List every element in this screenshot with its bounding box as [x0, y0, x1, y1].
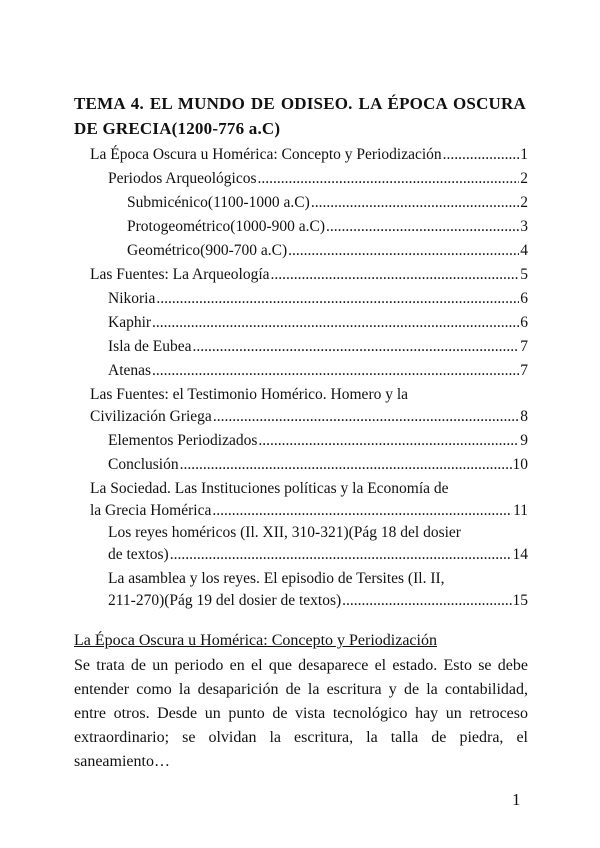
toc-entry-label: Las Fuentes: el Testimonio Homérico. Homero y la: [90, 386, 409, 403]
toc-entry[interactable]: [127, 192, 528, 214]
toc-page-number: 7: [520, 362, 528, 379]
toc-entry-label: La asamblea y los reyes. El episodio de Tersites (Il. II,: [108, 570, 445, 587]
toc-page-number: 4: [520, 242, 528, 259]
toc-entry[interactable]: [108, 568, 528, 612]
toc-entry-label: Elementos Periodizados: [108, 432, 258, 449]
toc-leader: [152, 360, 519, 382]
toc-entry[interactable]: [108, 312, 528, 334]
toc-entry[interactable]: [108, 454, 528, 476]
toc-entry-label: La Época Oscura u Homérica: Concepto y Periodización: [90, 146, 442, 163]
toc-leader: [170, 544, 512, 566]
toc-page-number: 6: [520, 290, 528, 307]
toc-leader: [288, 240, 519, 262]
toc-leader: [193, 336, 520, 358]
document-title: TEMA 4. EL MUNDO DE ODISEO. LA ÉPOCA OSCURA DE GRECIA(1200-776 a.C): [74, 94, 526, 138]
toc-entry-label-cont: la Grecia Homérica: [90, 502, 212, 519]
toc-entry-label: Periodos Arqueológicos: [108, 170, 257, 187]
toc-leader: [213, 406, 519, 428]
toc-entry-label: Kaphir: [108, 314, 152, 331]
toc-page-number: 2: [520, 170, 528, 187]
toc-leader: [311, 192, 519, 214]
toc-leader: [156, 288, 519, 310]
toc-entry-label: Protogeométrico(1000-900 a.C): [127, 218, 326, 235]
toc-entry[interactable]: [90, 264, 528, 286]
toc-page-number: 15: [512, 592, 528, 609]
toc-leader: [326, 216, 519, 238]
toc-entry[interactable]: [90, 144, 528, 166]
toc-page-number: 14: [512, 546, 528, 563]
body-paragraph: Se trata de un periodo en el que desaparece el estado. Esto se debe entender como la desaparición de la escritura y de la contabilidad, entre otros. Desde un punto de vista tecnológico hay un retroceso extraordinario; se olvidan la escritura, la talla de piedra, el saneamiento…: [74, 657, 528, 770]
toc-leader: [342, 590, 511, 612]
toc-entry-label: Los reyes homéricos (Il. XII, 310-321)(Pág 18 del dosier: [108, 524, 461, 541]
toc-entry-label: Nikoria: [108, 290, 156, 307]
toc-entry[interactable]: [108, 430, 528, 452]
toc-entry[interactable]: [127, 216, 528, 238]
toc-page-number: 11: [513, 502, 528, 519]
toc-leader: [152, 312, 519, 334]
toc-entry[interactable]: [127, 240, 528, 262]
toc-page-number: 7: [520, 338, 528, 355]
toc-entry[interactable]: [108, 288, 528, 310]
toc-page-number: 3: [520, 218, 528, 235]
toc-entry-label: Conclusión: [108, 456, 179, 473]
toc-page-number: 6: [520, 314, 528, 331]
toc-entry[interactable]: [108, 336, 528, 358]
toc-leader: [180, 454, 512, 476]
toc-entry[interactable]: [108, 168, 528, 190]
toc-entry-label: Las Fuentes: La Arqueología: [90, 266, 270, 283]
toc-entry-label-cont: 211-270)(Pág 19 del dosier de textos): [108, 592, 342, 609]
toc-entry-label: Submicénico(1100-1000 a.C): [127, 194, 310, 211]
toc-leader: [443, 144, 520, 166]
toc-page-number: 8: [520, 408, 528, 425]
toc-page-number: 10: [512, 456, 528, 473]
page-number: 1: [512, 790, 521, 809]
toc-entry[interactable]: [90, 478, 528, 522]
toc-entry-label: La Sociedad. Las Instituciones políticas y la Economía de: [90, 480, 449, 497]
toc-entry[interactable]: [90, 384, 528, 428]
toc-entry[interactable]: [108, 360, 528, 382]
section-heading: La Época Oscura u Homérica: Concepto y Periodización: [74, 632, 437, 649]
toc-page-number: 2: [520, 194, 528, 211]
toc-leader: [212, 500, 512, 522]
toc-entry-label: Geométrico(900-700 a.C): [127, 242, 288, 259]
toc-entry-label-cont: Civilización Griega: [90, 408, 212, 425]
toc-entry[interactable]: [108, 522, 528, 566]
toc-leader: [258, 430, 519, 452]
toc-entry-label: Atenas: [108, 362, 152, 379]
toc-entry-label: Isla de Eubea: [108, 338, 192, 355]
toc-leader: [258, 168, 520, 190]
toc-page-number: 9: [520, 432, 528, 449]
toc-leader: [271, 264, 520, 286]
toc-page-number: 5: [520, 266, 528, 283]
toc-entry-label-cont: de textos): [108, 546, 169, 563]
toc-page-number: 1: [520, 146, 528, 163]
